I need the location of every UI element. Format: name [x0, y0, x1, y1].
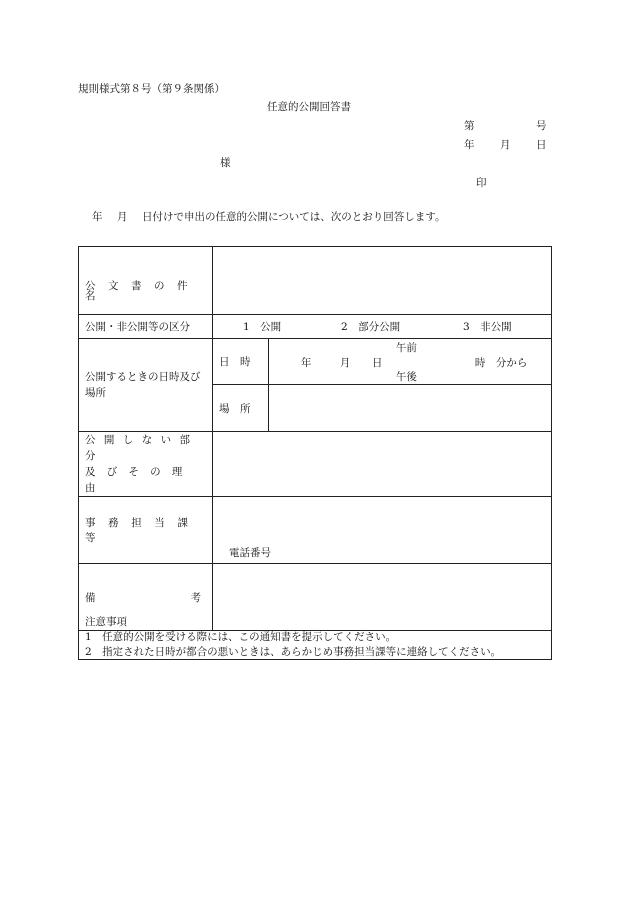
datetime-place-label-line1: 公開するときの日時及び — [85, 371, 201, 383]
datetime-place-label-line2: 場所 — [85, 387, 106, 399]
addressee-suffix: 様 — [220, 157, 231, 169]
date-month: 月 — [500, 139, 511, 151]
notes-heading: 注意事項 — [85, 616, 127, 628]
dt-year-unit: 年 — [300, 357, 312, 369]
date-day: 日 — [536, 139, 547, 151]
form-number: 規則様式第８号（第９条関係） — [78, 83, 225, 95]
notes-box — [78, 614, 552, 660]
classification-label: 公開・非公開等の区分 — [85, 321, 190, 333]
number-prefix: 第 — [464, 120, 475, 132]
note-item-1: 1 任意的公開を受ける際には、この通知書を提示してください。 — [85, 631, 397, 643]
row-office — [79, 497, 552, 564]
phone-label: 電話番号 — [228, 547, 271, 559]
response-form-table — [78, 246, 552, 631]
place-label-cell — [212, 385, 268, 432]
intro-month: 月 — [117, 211, 128, 223]
nondisclosed-label-line1: 公開しない部分 — [85, 434, 199, 462]
office-value-cell[interactable] — [212, 497, 551, 564]
time-units: 時 分から — [474, 357, 528, 369]
row-document-name — [79, 247, 552, 315]
row-nondisclosed — [79, 432, 552, 497]
remarks-label-kou: 考 — [190, 591, 201, 604]
am-label: 午前 — [395, 342, 417, 354]
nondisclosed-label-cell — [79, 432, 213, 497]
intro-year: 年 — [92, 211, 103, 223]
document-name-value[interactable] — [212, 247, 551, 315]
office-label: 事務担当課等 — [85, 517, 201, 544]
datetime-place-label-cell — [79, 339, 213, 432]
option-partial-disclose[interactable]: 2 部分公開 — [340, 321, 401, 333]
seal-mark: 印 — [476, 177, 487, 189]
option-disclose[interactable]: 1 公開 — [242, 321, 282, 333]
nondisclosed-label-line2: 及びその理由 — [85, 466, 194, 494]
row-classification — [79, 315, 552, 339]
remarks-label-bi: 備 — [85, 591, 96, 604]
document-name-label-cell — [79, 247, 213, 315]
option-nondisclose[interactable]: 3 非公開 — [462, 321, 512, 333]
classification-label-cell — [79, 315, 213, 339]
dt-day-unit: 日 — [371, 357, 383, 369]
office-label-cell — [79, 497, 213, 564]
number-suffix: 号 — [536, 120, 547, 132]
document-name-label: 公文書の件名 — [85, 279, 200, 302]
place-value-cell[interactable] — [268, 385, 551, 432]
note-item-2: 2 指定された日時が都合の悪いときは、あらかじめ事務担当課等に連絡してください。 — [85, 646, 502, 658]
pm-label: 午後 — [395, 371, 417, 383]
datetime-label: 日 時 — [218, 356, 251, 368]
dt-month-unit: 月 — [339, 357, 351, 369]
intro-text: 日付けで申出の任意的公開については、次のとおり回答します。 — [142, 211, 446, 223]
datetime-value-cell[interactable] — [268, 339, 551, 385]
date-year: 年 — [464, 139, 475, 151]
row-datetime — [79, 339, 552, 385]
nondisclosed-value-cell[interactable] — [212, 432, 551, 497]
place-label: 場 所 — [218, 402, 251, 415]
classification-options-cell — [212, 315, 551, 339]
datetime-label-cell — [212, 339, 268, 385]
document-title: 任意的公開回答書 — [267, 101, 351, 113]
